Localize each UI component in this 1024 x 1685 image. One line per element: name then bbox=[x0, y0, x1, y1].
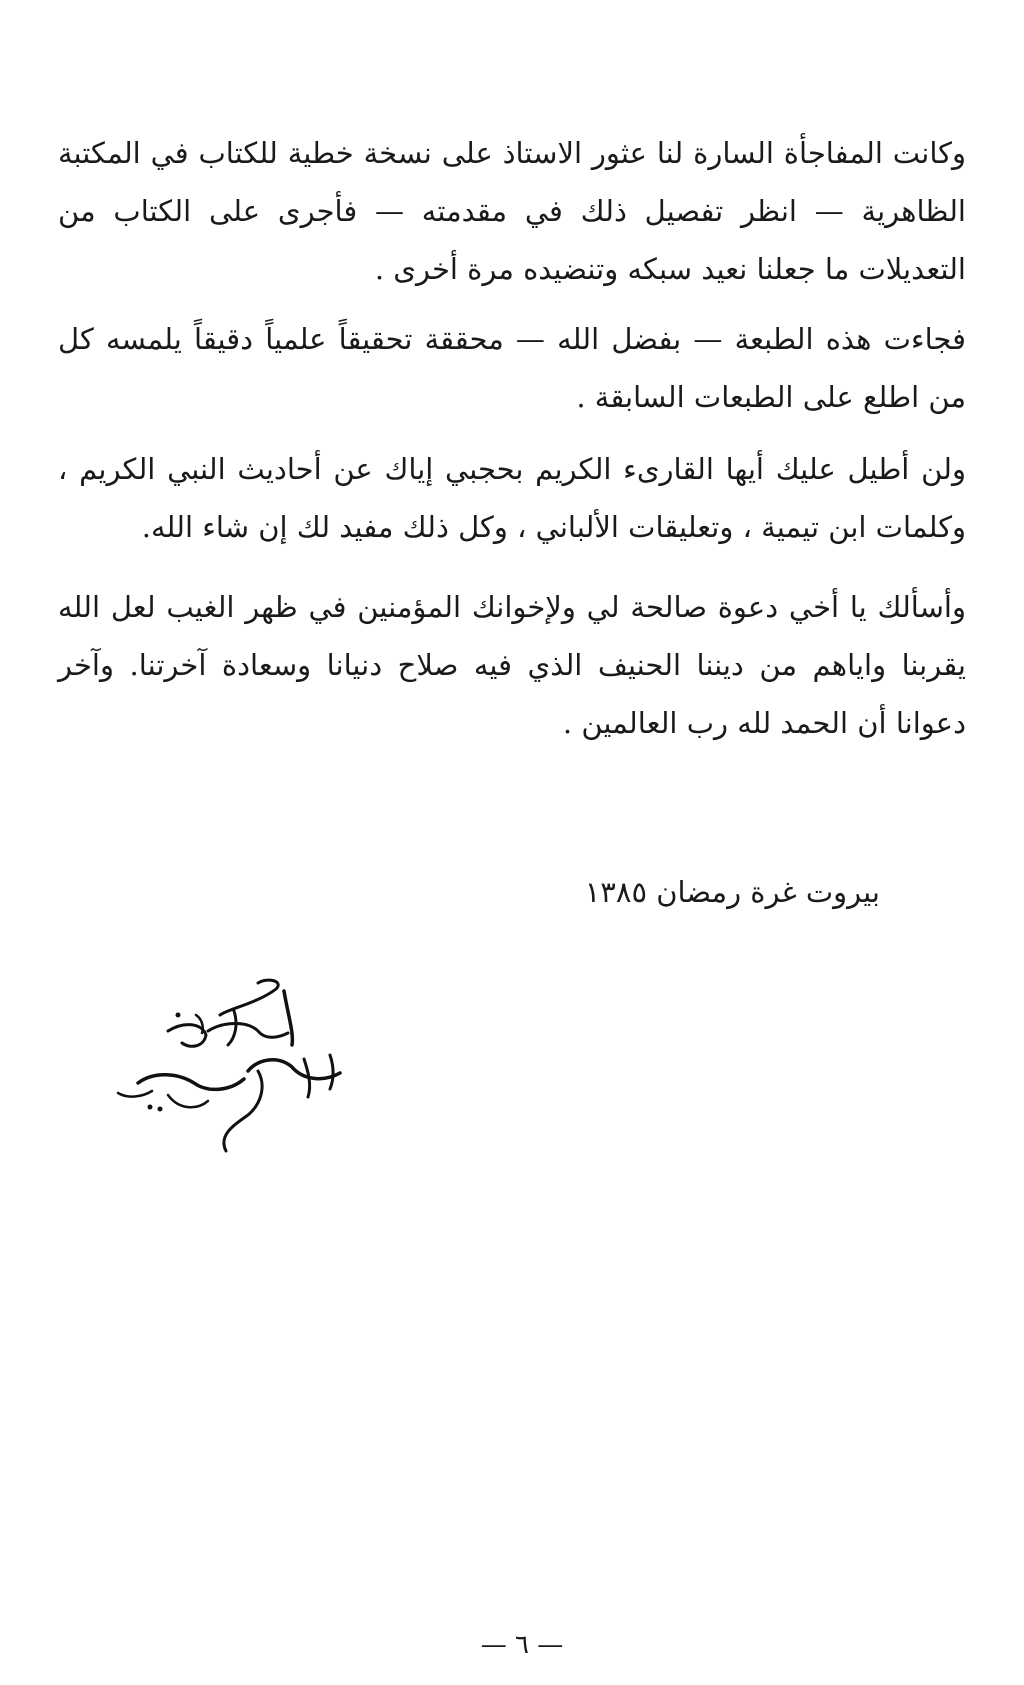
paragraph-4: وأسألك يا أخي دعوة صالحة لي ولإخوانك المؤمنين في ظهر الغيب لعل الله يقربنا واياهم من ديننا الحنيف الذي فيه صلاح دنيانا وسعادة آخرتنا. وآخر دعوانا أن الحمد لله رب العالمين . bbox=[58, 590, 966, 740]
paragraph-block-1 bbox=[58, 124, 966, 298]
paragraph-1: وكانت المفاجأة السارة لنا عثور الاستاذ على نسخة خطية للكتاب في المكتبة الظاهرية — انظر تفصيل ذلك في مقدمته — فأجرى على الكتاب من التعديلات ما جعلنا نعيد سبكه وتنضيده مرة أخرى . bbox=[58, 136, 966, 286]
paragraph-block-2 bbox=[58, 310, 966, 426]
page-number: — ٦ — bbox=[480, 1630, 564, 1660]
place-and-date: بيروت غرة رمضان ١٣٨٥ bbox=[584, 875, 880, 909]
paragraph-block-3 bbox=[58, 440, 966, 556]
paragraph-3: ولن أطيل عليك أيها القارىء الكريم بحجبي إياك عن أحاديث النبي الكريم ، وكلمات ابن تيمية ، وتعليقات الألباني ، وكل ذلك مفيد لك إن شاء الله. bbox=[58, 452, 966, 544]
paragraph-block-4 bbox=[58, 578, 966, 752]
handwritten-signature bbox=[108, 975, 353, 1165]
paragraph-2: فجاءت هذه الطبعة — بفضل الله — محققة تحقيقاً علمياً دقيقاً يلمسه كل من اطلع على الطبعات السابقة . bbox=[58, 322, 966, 414]
